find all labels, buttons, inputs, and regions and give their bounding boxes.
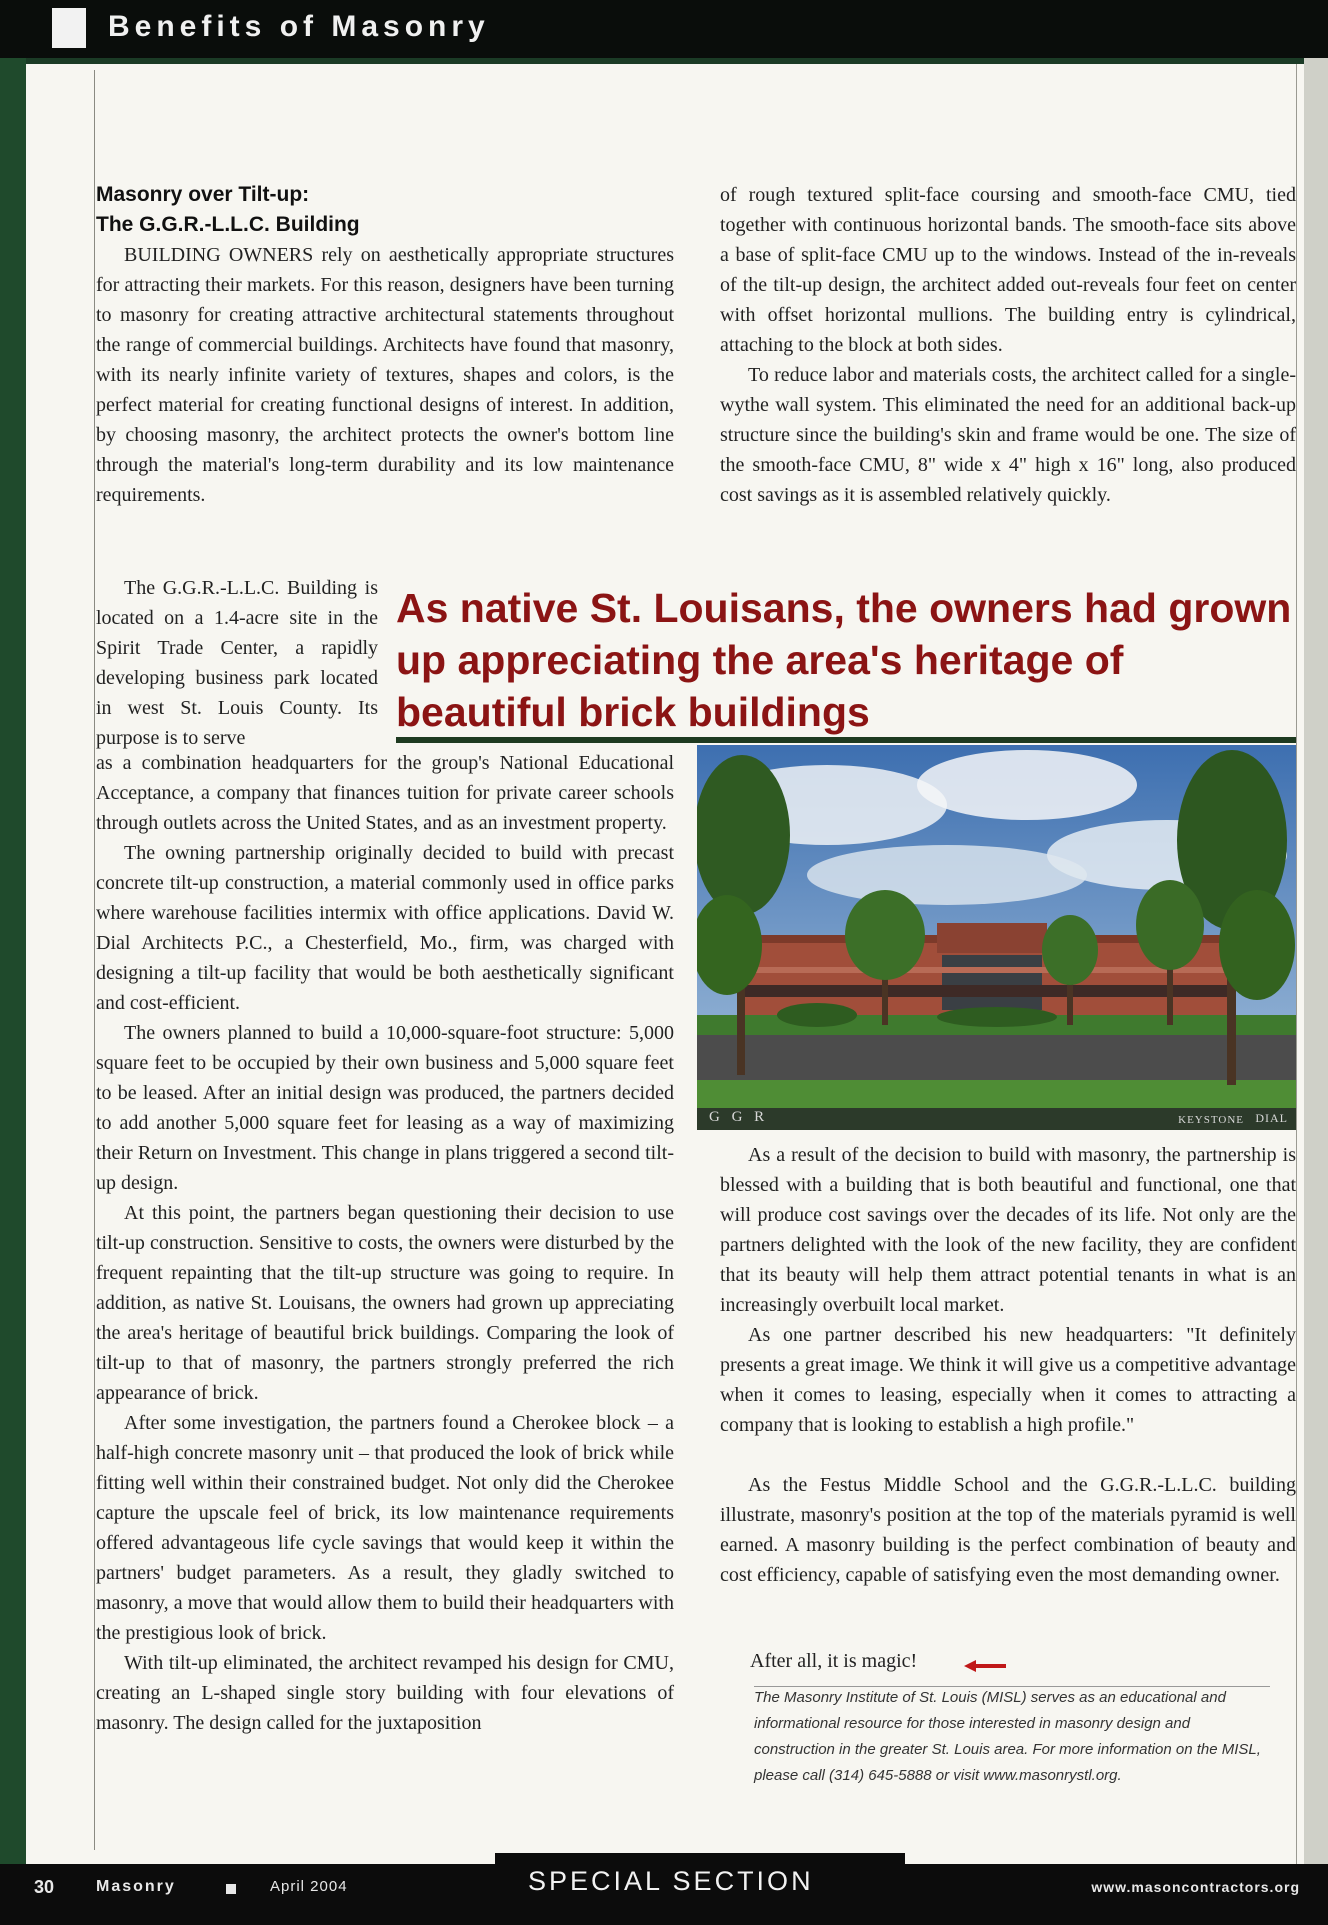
article-paragraph: The owning partnership originally decided to build with precast concrete tilt-up construction, a material commonly used in office parks where warehouse facilities intermix with office applications. David W. Dial Architects P.C., a Chesterfield, Mo., firm, was charged with designing a tilt-up facility that would be both aesthetically significant and cost-efficient. bbox=[96, 842, 674, 1014]
article-paragraph: of rough textured split-face coursing and smooth-face CMU, tied together with continuous horizontal bands. The smooth-face sits above a base of split-face CMU up to the windows. Instead of the in-reveals of the tilt-up design, the architect added out-reveals four feet on center with offset horizontal mullions. The building entry is cylindrical, attaching to the block at both sides. bbox=[720, 184, 1296, 356]
article-paragraph: As a result of the decision to build with masonry, the partnership is blessed with a building that is both beautiful and functional, one that will produce cost savings over the decades of its life. Not only are the partners delighted with the look of the new facility, they are confident that its beauty will help them attract potential tenants in what is an increasingly overbuilt local market. bbox=[720, 1144, 1296, 1316]
left-column-lower bbox=[96, 748, 674, 1738]
building-photo bbox=[697, 745, 1296, 1130]
article-paragraph: As one partner described his new headquarters: "It definitely presents a great image. We think it will give us a competitive advantage when it comes to leasing, especially when it comes to attracting a company that is looking to establish a high profile." bbox=[720, 1324, 1296, 1436]
closing-paragraph: As the Festus Middle School and the G.G.R.-L.L.C. building illustrate, masonry's position at the top of the materials pyramid is well earned. A masonry building is the perfect combination of beauty and cost efficiency, capable of satisfying even the most demanding owner. bbox=[720, 1474, 1296, 1586]
red-arrow-icon bbox=[964, 1660, 1006, 1672]
photo-label-dial: DIAL bbox=[1255, 1111, 1288, 1125]
article-paragraph: as a combination headquarters for the group's National Educational Acceptance, a company that finances tuition for private career schools through outlets across the United States, and as an investment property. bbox=[96, 752, 674, 834]
page-number: 30 bbox=[34, 1877, 55, 1897]
right-page-edge bbox=[1304, 58, 1328, 1925]
footer-square-icon bbox=[226, 1884, 236, 1894]
left-margin-band bbox=[0, 58, 26, 1925]
left-column-rule bbox=[94, 70, 95, 1850]
misl-note: The Masonry Institute of St. Louis (MISL) serves as an educational and informational resource for those interested in masonry design and construction in the greater St. Louis area. For more information on the MISL, please call (314) 645-5888 or visit www.masonrystl.org. bbox=[754, 1689, 1261, 1784]
article-paragraph: With tilt-up eliminated, the architect revamped his design for CMU, creating an L-shaped single story building with four elevations of masonry. The design called for the juxtaposition bbox=[96, 1652, 674, 1734]
right-column-bottom bbox=[720, 1140, 1296, 1590]
magazine-name: Masonry bbox=[96, 1878, 176, 1895]
special-section-label: SPECIAL SECTION bbox=[528, 1866, 814, 1896]
building-illustration bbox=[697, 745, 1296, 1130]
article-paragraph: BUILDING OWNERS rely on aesthetically appropriate structures for attracting their markets. For this reason, designers have been turning to masonry for creating attractive architectural statements throughout the range of commercial buildings. Architects have found that masonry, with its nearly infinite variety of textures, shapes and colors, is the perfect material for creating functional designs of interest. In addition, by choosing masonry, the architect protects the owner's bottom line through the material's long-term durability and its low maintenance requirements. bbox=[96, 244, 674, 506]
right-column-top bbox=[720, 180, 1296, 510]
right-column-rule bbox=[1296, 64, 1297, 1864]
article-heading-line1: Masonry over Tilt-up: bbox=[96, 183, 310, 206]
header-square-icon bbox=[52, 8, 86, 48]
pull-quote: As native St. Louisans, the owners had grown up appreciating the area's heritage of beautiful brick buildings bbox=[396, 585, 1292, 735]
left-column-narrow bbox=[96, 573, 378, 753]
magic-line: After all, it is magic! bbox=[750, 1650, 918, 1672]
article-paragraph: After some investigation, the partners found a Cherokee block – a half-high concrete masonry unit – that produced the look of brick while fitting well within their constrained budget. Not only did the Cherokee capture the upscale feel of brick, its low maintenance requirements offered advantageous life cycle savings that would keep it within the partners' budget parameters. As a result, they gladly switched to masonry, a move that would allow them to build their headquarters with the prestigious look of brick. bbox=[96, 1412, 674, 1644]
photo-label-keystone: KEYSTONE bbox=[1178, 1114, 1244, 1126]
section-title: Benefits of Masonry bbox=[108, 10, 490, 43]
issue-date: April 2004 bbox=[270, 1878, 348, 1895]
pull-quote-rule bbox=[396, 737, 1296, 743]
footer-url[interactable]: www.masoncontractors.org bbox=[1091, 1879, 1300, 1895]
article-heading-line2: The G.G.R.-L.L.C. Building bbox=[96, 213, 360, 236]
article-paragraph: The owners planned to build a 10,000-square-foot structure: 5,000 square feet to be occupied by their own business and 5,000 square feet to be leased. After an initial design was produced, the partners decided to add another 5,000 square feet for leasing as a way of maximizing their Return on Investment. This change in plans triggered a second tilt-up design. bbox=[96, 1022, 674, 1194]
article-paragraph: At this point, the partners began questioning their decision to use tilt-up construction. Sensitive to costs, the owners were disturbed by the frequent repainting that the tilt-up structure was going to require. In addition, as native St. Louisans, the owners had grown up appreciating the area's heritage of beautiful brick buildings. Comparing the look of tilt-up to that of masonry, the partners strongly preferred the rich appearance of brick. bbox=[96, 1202, 674, 1404]
article-paragraph: To reduce labor and materials costs, the architect called for a single-wythe wall system. This eliminated the need for an additional back-up structure since the building's skin and frame would be one. The size of the smooth-face CMU, 8" wide x 4" high x 16" long, also produced cost savings as it is assembled relatively quickly. bbox=[720, 364, 1296, 506]
header-bar bbox=[0, 0, 1328, 58]
photo-label-left: G G R bbox=[709, 1109, 769, 1125]
left-column-top bbox=[96, 180, 674, 510]
article-paragraph: The G.G.R.-L.L.C. Building is located on a 1.4-acre site in the Spirit Trade Center, a rapidly developing business park located in west St. Louis County. Its purpose is to serve bbox=[96, 577, 378, 749]
